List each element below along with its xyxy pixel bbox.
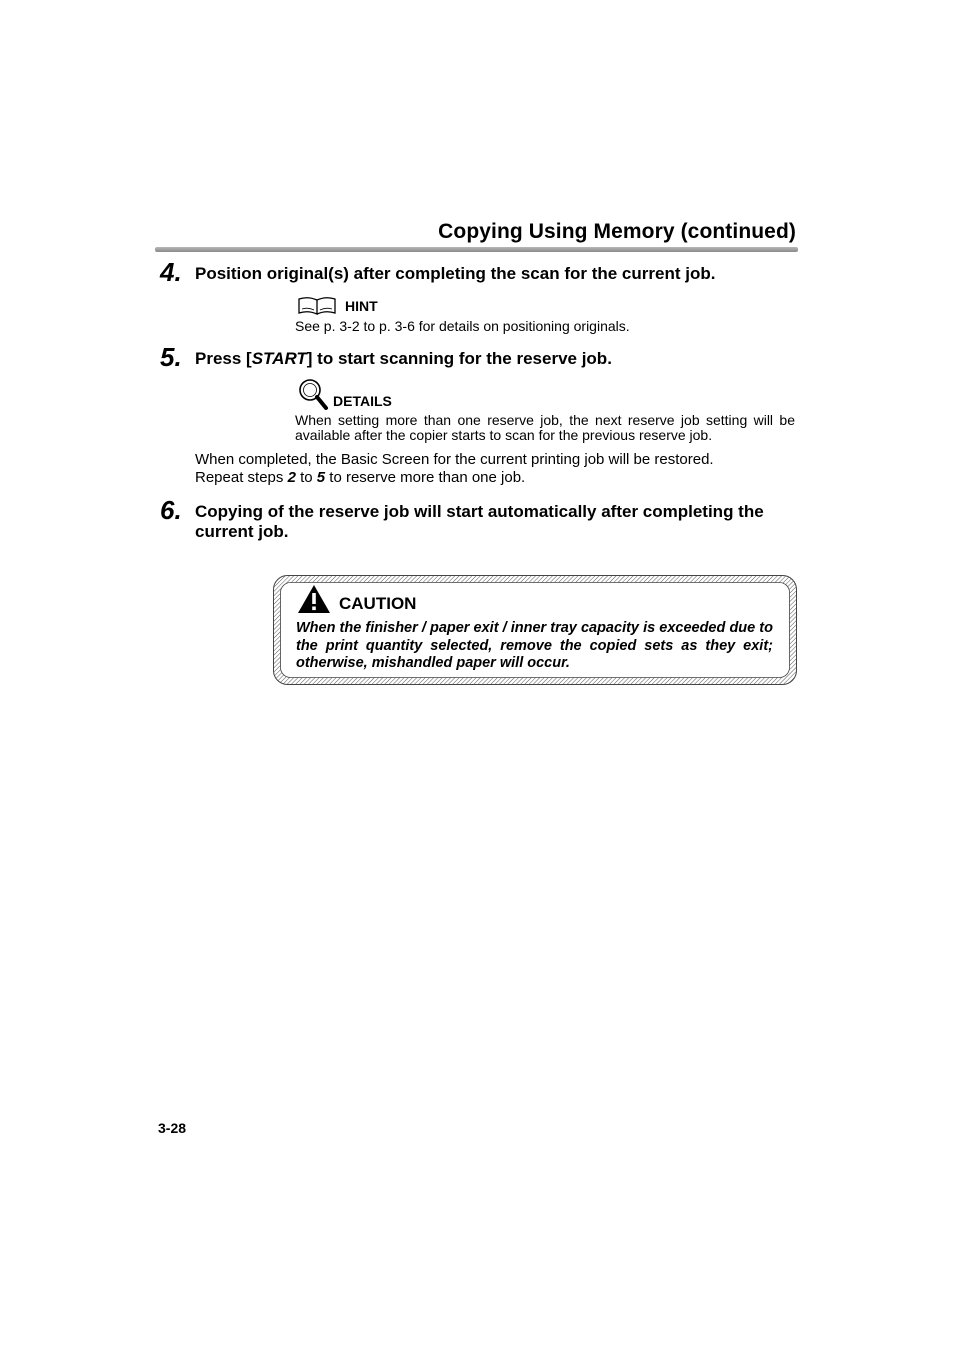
step-5-number: 5. — [160, 342, 182, 372]
caution-text: When the finisher / paper exit / inner tray capacity is exceeded due to the print quantity selected, remove the copied sets as they exit; otherwise, mishandled paper will occur. — [296, 620, 773, 671]
title-underline-rule — [155, 247, 798, 252]
step-6-text: Copying of the reserve job will start automatically after completing the current job. — [195, 502, 764, 541]
step-5-body-line1: When completed, the Basic Screen for the current printing job will be restored. — [195, 451, 714, 468]
caution-box — [273, 575, 797, 685]
warning-triangle-icon — [297, 584, 331, 619]
details-label: DETAILS — [333, 393, 392, 409]
hint-text: See p. 3-2 to p. 3-6 for details on positioning originals. — [295, 318, 630, 334]
step-5-text: Press [START] to start scanning for the reserve job. — [195, 349, 612, 368]
hint-label: HINT — [345, 298, 378, 314]
page-number: 3-28 — [158, 1120, 187, 1136]
start-key-label: START — [251, 349, 307, 368]
step-4-number: 4. — [160, 257, 182, 287]
step-5-body-line2: Repeat steps 2 to 5 to reserve more than one job. — [195, 469, 526, 486]
caution-label: CAUTION — [339, 594, 417, 613]
step-4-text: Position original(s) after completing the scan for the current job. — [195, 264, 716, 283]
step-6-number: 6. — [160, 495, 182, 525]
details-text: When setting more than one reserve job, the next reserve job setting will be available after the copier starts to scan for the previous reserve job. — [295, 412, 795, 443]
page-section-title: Copying Using Memory (continued) — [438, 220, 796, 243]
